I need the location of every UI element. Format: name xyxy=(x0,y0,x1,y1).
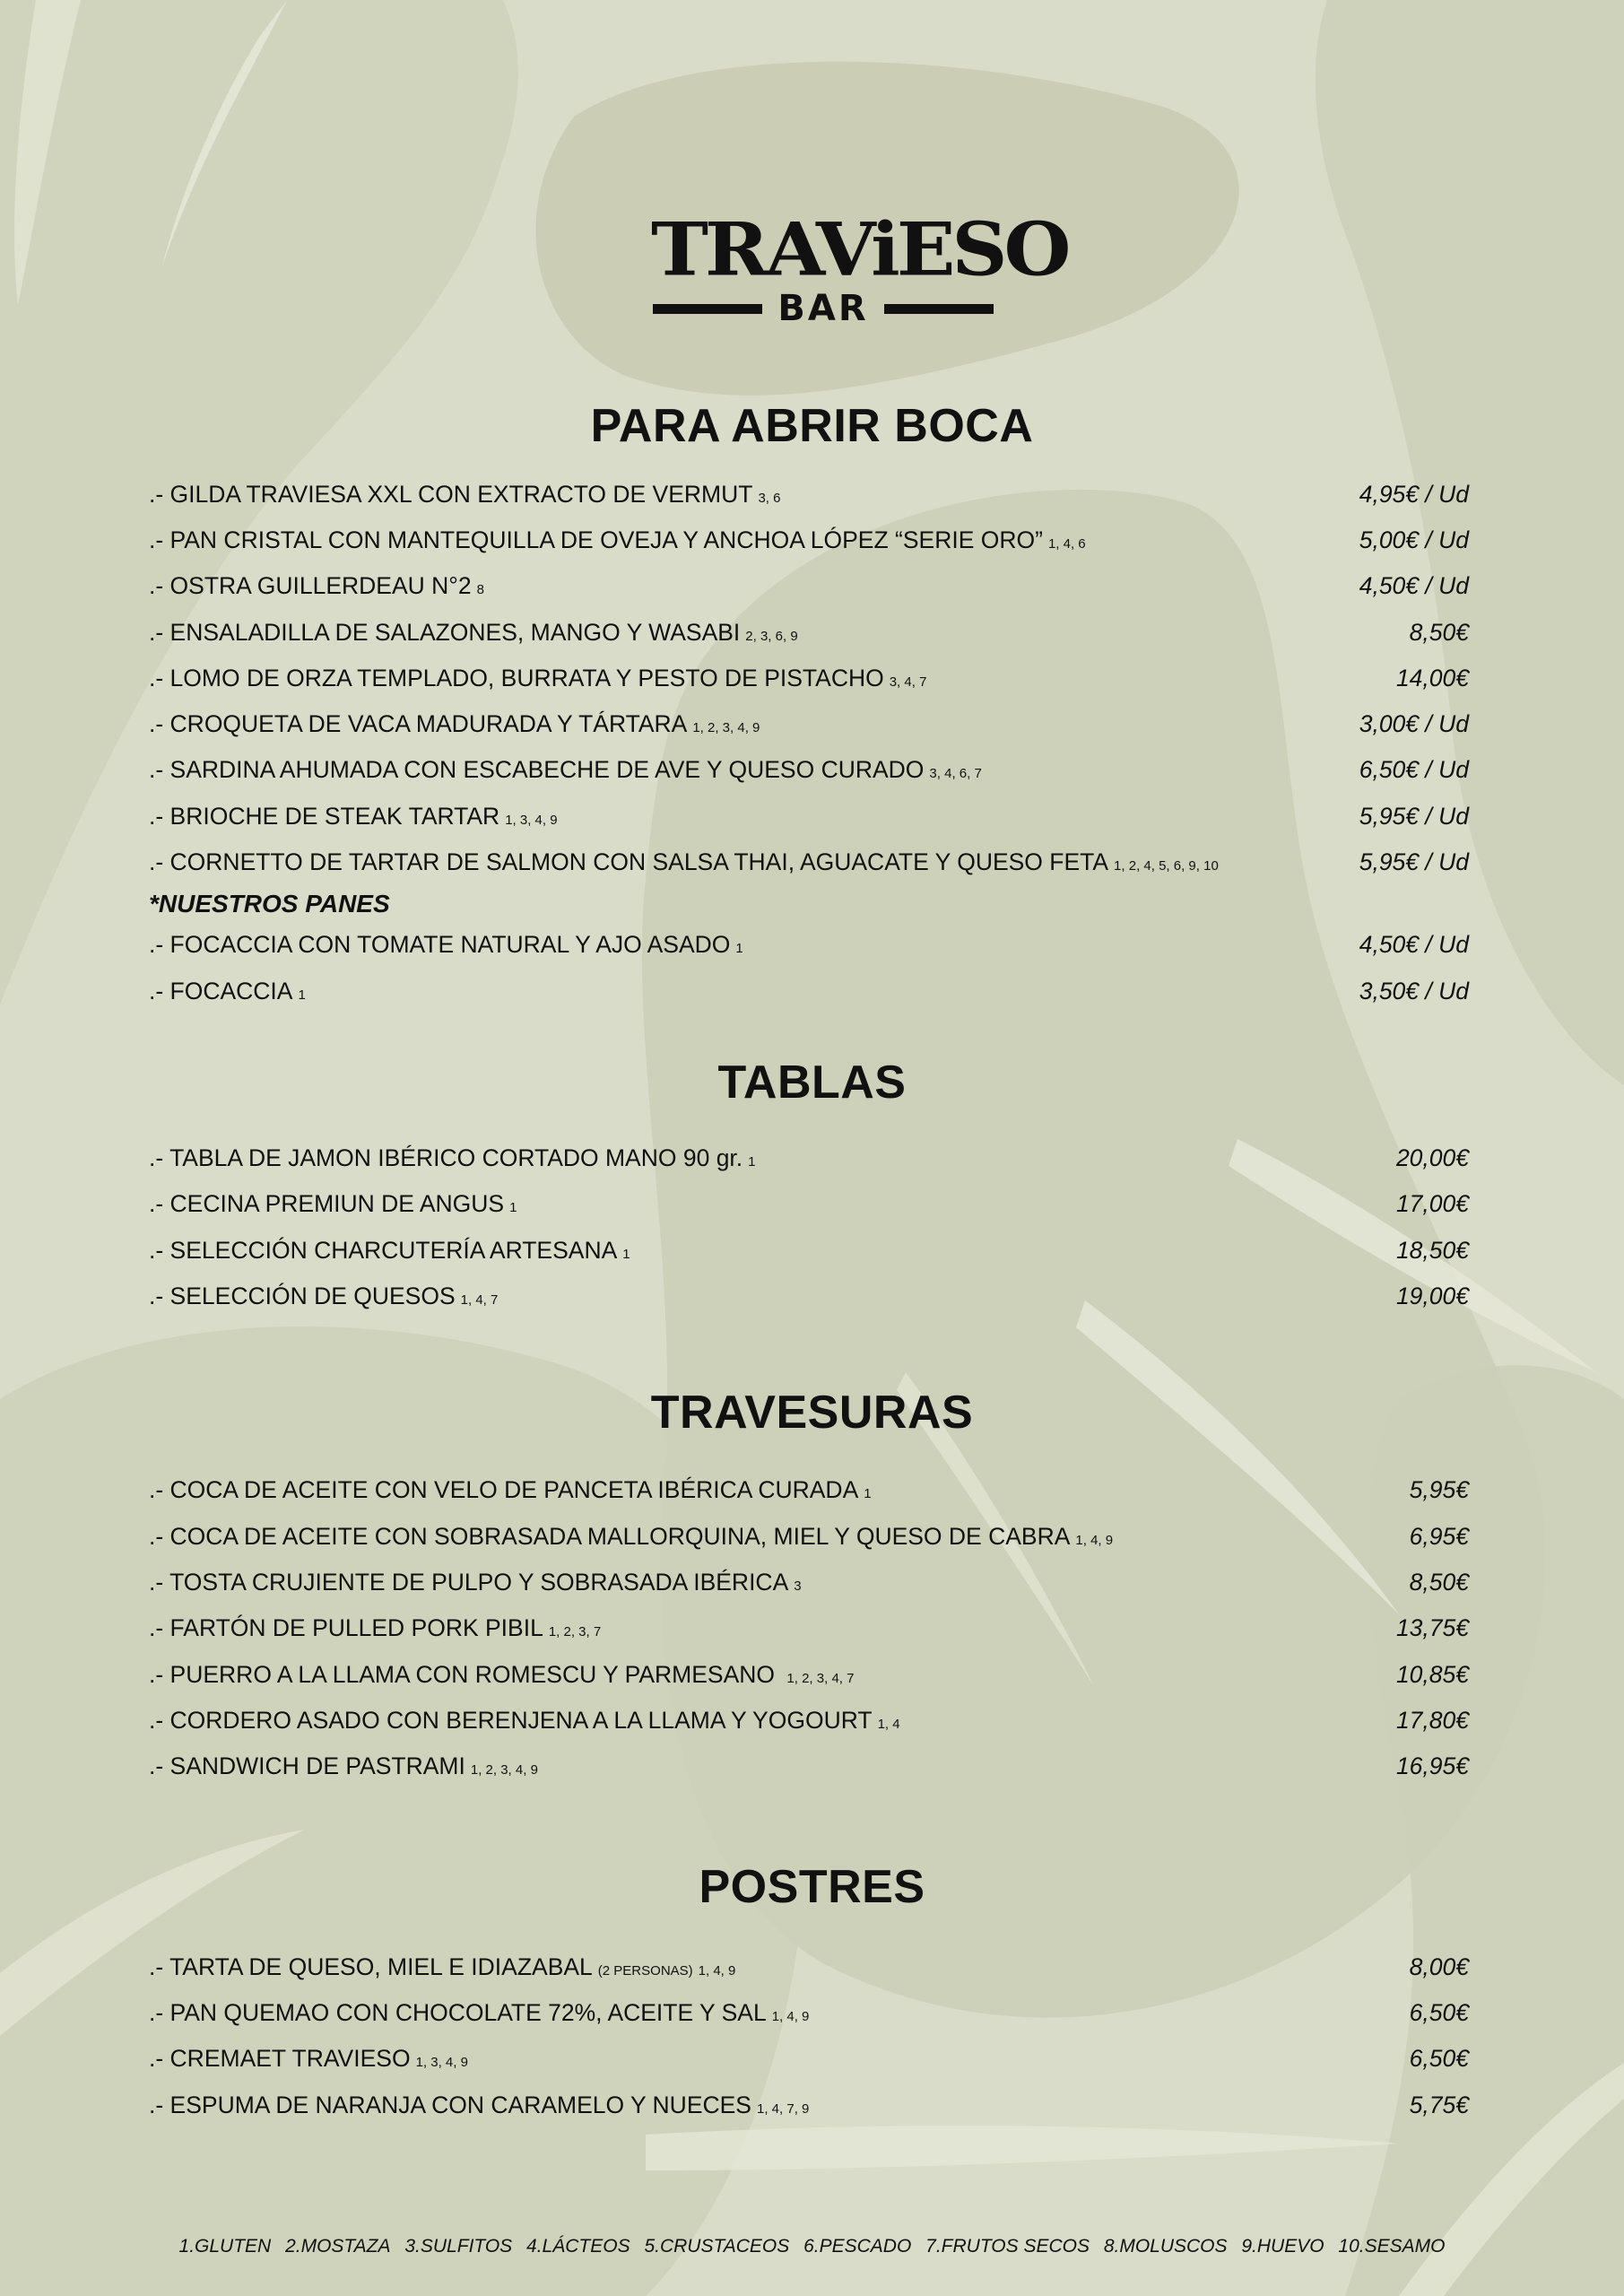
item-price: 18,50€ xyxy=(1395,1237,1469,1264)
item-allergens: 3, 4, 6, 7 xyxy=(929,766,982,781)
legend-item: 7.FRUTOS SECOS xyxy=(925,2236,1090,2257)
section-title-travesuras: TRAVESURAS xyxy=(650,1387,974,1439)
menu-item xyxy=(149,1186,1469,1222)
item-allergens: 1, 2, 4, 5, 6, 9, 10 xyxy=(1114,858,1219,874)
item-name: .- SARDINA AHUMADA CON ESCABECHE DE AVE Y QUESO CURADO xyxy=(149,756,925,783)
menu-item xyxy=(149,1564,1469,1600)
item-allergens: 1 xyxy=(509,1200,517,1215)
menu-item xyxy=(149,798,1469,834)
item-price: 6,50€ / Ud xyxy=(1359,756,1469,783)
menu-item xyxy=(149,1657,1469,1692)
menu-item xyxy=(149,1472,1469,1508)
item-price: 19,00€ xyxy=(1395,1283,1469,1309)
item-allergens: 1 xyxy=(298,987,306,1003)
item-allergens: 1, 4, 9 xyxy=(771,2009,810,2024)
item-name: .- FOCACCIA CON TOMATE NATURAL Y AJO ASADO xyxy=(149,931,731,958)
item-price: 6,50€ xyxy=(1409,2045,1469,2072)
item-price: 13,75€ xyxy=(1395,1614,1469,1641)
menu-item xyxy=(149,844,1469,880)
item-name: .- ENSALADILLA DE SALAZONES, MANGO Y WASABI xyxy=(149,619,741,646)
item-name: .- CECINA PREMIUN DE ANGUS xyxy=(149,1190,505,1217)
item-name: .- CREMAET TRAVIESO xyxy=(149,2045,411,2072)
menu-item xyxy=(149,522,1469,558)
menu-item xyxy=(149,973,1469,1009)
item-price: 14,00€ xyxy=(1395,665,1469,691)
menu-item xyxy=(149,2087,1469,2123)
section-title-tablas: TABLAS xyxy=(717,1057,907,1109)
item-name: .- COCA DE ACEITE CON SOBRASADA MALLORQUINA, MIEL Y QUESO DE CABRA xyxy=(149,1523,1071,1550)
item-allergens: 3 xyxy=(794,1578,802,1594)
item-price: 8,50€ xyxy=(1409,619,1469,646)
item-allergens: 1, 2, 3, 4, 7 xyxy=(786,1671,855,1686)
item-name: .- TABLA DE JAMON IBÉRICO CORTADO MANO 90 gr. xyxy=(149,1144,743,1171)
item-name: .- LOMO DE ORZA TEMPLADO, BURRATA Y PESTO DE PISTACHO xyxy=(149,665,884,691)
item-name: .- SANDWICH DE PASTRAMI xyxy=(149,1752,465,1779)
legend-item: 5.CRUSTACEOS xyxy=(644,2236,790,2257)
item-price: 6,50€ xyxy=(1409,1999,1469,2026)
item-allergens: 2, 3, 6, 9 xyxy=(745,629,798,644)
item-price: 17,00€ xyxy=(1395,1190,1469,1217)
item-name: .- COCA DE ACEITE CON VELO DE PANCETA IBÉRICA CURADA xyxy=(149,1476,859,1503)
item-name: .- BRIOCHE DE STEAK TARTAR xyxy=(149,803,500,830)
item-allergens: 1 xyxy=(735,941,743,956)
menu-item xyxy=(149,568,1469,604)
item-price: 6,95€ xyxy=(1409,1523,1469,1550)
logo-wordmark: TRAViESO xyxy=(651,206,1068,293)
item-price: 3,50€ / Ud xyxy=(1359,978,1469,1004)
menu-item xyxy=(149,752,1469,787)
legend-item: 8.MOLUSCOS xyxy=(1103,2236,1228,2257)
menu-item xyxy=(149,2040,1469,2076)
item-price: 4,50€ / Ud xyxy=(1359,572,1469,599)
logo-line-left xyxy=(653,304,762,314)
item-allergens: 1, 4, 6 xyxy=(1047,536,1086,552)
item-name: .- TOSTA CRUJIENTE DE PULPO Y SOBRASADA IBÉRICA xyxy=(149,1569,789,1596)
item-name: .- FOCACCIA xyxy=(149,978,293,1004)
item-allergens: 1 xyxy=(864,1486,872,1501)
item-price: 3,00€ / Ud xyxy=(1359,710,1469,737)
menu-item xyxy=(149,926,1469,962)
menu-item xyxy=(149,1518,1469,1554)
legend-item: 3.SULFITOS xyxy=(404,2236,513,2257)
item-name: .- SELECCIÓN CHARCUTERÍA ARTESANA xyxy=(149,1237,618,1264)
legend-item: 1.GLUTEN xyxy=(178,2236,272,2257)
item-allergens: 1, 4, 9 xyxy=(698,1963,736,1979)
item-price: 17,80€ xyxy=(1395,1707,1469,1734)
item-name: .- GILDA TRAVIESA XXL CON EXTRACTO DE VERMUT xyxy=(149,481,753,508)
logo-line-right xyxy=(884,304,994,314)
item-price: 10,85€ xyxy=(1395,1661,1469,1688)
item-name: .- OSTRA GUILLERDEAU N°2 xyxy=(149,572,472,599)
item-price: 5,95€ xyxy=(1409,1476,1469,1503)
item-allergens: 8 xyxy=(476,582,484,597)
legend-item: 10.SESAMO xyxy=(1338,2236,1446,2257)
legend-item: 6.PESCADO xyxy=(803,2236,912,2257)
item-allergens: 3, 4, 7 xyxy=(889,674,927,690)
menu-item xyxy=(149,1278,1469,1314)
item-name: .- CORDERO ASADO CON BERENJENA A LA LLAMA Y YOGOURT xyxy=(149,1707,873,1734)
menu-item xyxy=(149,1610,1469,1646)
item-name: .- FARTÓN DE PULLED PORK PIBIL xyxy=(149,1614,543,1641)
item-allergens: 1, 2, 3, 4, 9 xyxy=(470,1762,538,1778)
section-title-para-abrir-boca: PARA ABRIR BOCA xyxy=(590,400,1034,452)
menu-item xyxy=(149,1702,1469,1738)
allergen-legend xyxy=(0,2233,1624,2260)
item-allergens: 1, 4, 7, 9 xyxy=(757,2101,810,2117)
menu-item xyxy=(149,1995,1469,2031)
item-price: 5,75€ xyxy=(1409,2092,1469,2118)
item-name: .- TARTA DE QUESO, MIEL E IDIAZABAL xyxy=(149,1953,593,1980)
section-title-postres: POSTRES xyxy=(699,1861,925,1913)
item-name: .- CORNETTO DE TARTAR DE SALMON CON SALSA THAI, AGUACATE Y QUESO FETA xyxy=(149,848,1109,875)
legend-item: 2.MOSTAZA xyxy=(285,2236,391,2257)
item-allergens: 1, 2, 3, 4, 9 xyxy=(692,720,760,735)
item-name: .- CROQUETA DE VACA MADURADA Y TÁRTARA xyxy=(149,710,688,737)
menu-item xyxy=(149,1949,1469,1985)
logo-subtitle: BAR xyxy=(777,288,869,329)
item-price: 16,95€ xyxy=(1395,1752,1469,1779)
legend-item: 9.HUEVO xyxy=(1241,2236,1324,2257)
menu-item xyxy=(149,614,1469,650)
item-allergens: 1, 3, 4, 9 xyxy=(505,813,558,828)
item-allergens: 1, 4 xyxy=(877,1717,900,1732)
item-name: .- PUERRO A LA LLAMA CON ROMESCU Y PARMESANO xyxy=(149,1661,782,1688)
item-price: 4,95€ / Ud xyxy=(1359,481,1469,508)
item-price: 20,00€ xyxy=(1395,1144,1469,1171)
item-price: 5,95€ / Ud xyxy=(1359,848,1469,875)
item-price: 4,50€ / Ud xyxy=(1359,931,1469,958)
menu-item xyxy=(149,1232,1469,1268)
menu-item xyxy=(149,476,1469,512)
item-allergens: 3, 6 xyxy=(758,491,781,506)
subheading-nuestros-panes: *NUESTROS PANES xyxy=(149,890,390,918)
legend-item: 4.LÁCTEOS xyxy=(526,2236,630,2257)
menu-item xyxy=(149,706,1469,742)
item-name: .- SELECCIÓN DE QUESOS xyxy=(149,1283,456,1309)
menu-item xyxy=(149,1748,1469,1784)
item-price: 5,00€ / Ud xyxy=(1359,526,1469,553)
item-note: (2 PERSONAS) xyxy=(597,1963,693,1979)
item-allergens: 1 xyxy=(622,1247,630,1262)
item-name: .- PAN CRISTAL CON MANTEQUILLA DE OVEJA Y ANCHOA LÓPEZ “SERIE ORO” xyxy=(149,526,1043,553)
item-price: 5,95€ / Ud xyxy=(1359,803,1469,830)
item-allergens: 1, 4, 7 xyxy=(460,1292,499,1308)
item-allergens: 1, 4, 9 xyxy=(1075,1533,1114,1548)
menu-item xyxy=(149,1140,1469,1176)
item-allergens: 1 xyxy=(748,1154,756,1170)
item-name: .- PAN QUEMAO CON CHOCOLATE 72%, ACEITE Y SAL xyxy=(149,1999,767,2026)
item-allergens: 1, 3, 4, 9 xyxy=(415,2055,468,2070)
item-name: .- ESPUMA DE NARANJA CON CARAMELO Y NUECES xyxy=(149,2092,751,2118)
item-price: 8,00€ xyxy=(1409,1953,1469,1980)
menu-item xyxy=(149,660,1469,696)
item-price: 8,50€ xyxy=(1409,1569,1469,1596)
item-allergens: 1, 2, 3, 7 xyxy=(548,1624,602,1639)
